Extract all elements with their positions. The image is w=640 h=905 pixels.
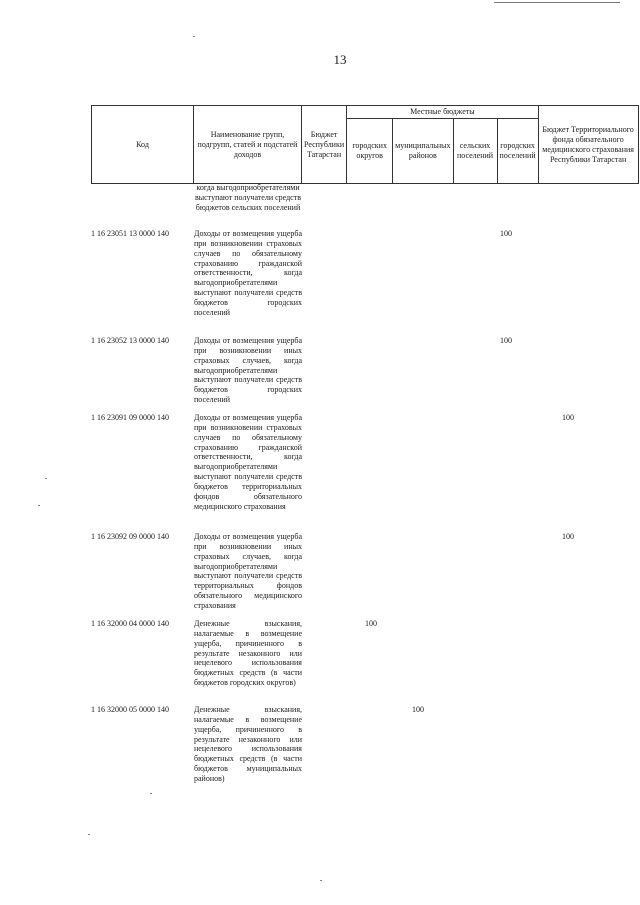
row-code: 1 16 23052 13 0000 140: [91, 336, 169, 345]
continued-name-text: когда выгодоприобретателями выступают получатели средств бюджетов сельских поселений: [194, 183, 302, 212]
header-code: Код: [92, 106, 194, 184]
header-city-districts: городских округов: [347, 119, 393, 184]
row-name: Доходы от возмещения ущерба при возникновении иных страховых случаев, когда выгодоприобретателями выступают получатели средств территориальных фондов обязательного медицинского страхования: [194, 532, 302, 610]
row-value: 100: [562, 413, 574, 422]
row-name: Денежные взыскания, налагаемые в возмещение ущерба, причиненного в результате незаконного или нецелевого использования бюджетных средств (в части бюджетов городских округов): [194, 619, 302, 688]
row-name: Доходы от возмещения ущерба при возникновении иных страховых случаев, когда выгодоприобретателями выступают получатели средств бюджетов городских поселений: [194, 336, 302, 405]
header-municipal-districts: муниципальных районов: [393, 119, 453, 184]
row-value: 100: [500, 229, 512, 238]
header-rt-budget: Бюджет Республики Татарстан: [302, 106, 347, 184]
row-value: 100: [500, 336, 512, 345]
header-tfoms: Бюджет Территориального фонда обязательного медицинского страхования Республики Татарстан: [538, 106, 638, 184]
row-value: 100: [562, 532, 574, 541]
row-code: 1 16 23092 09 0000 140: [91, 532, 169, 541]
scan-speck: [38, 505, 40, 506]
scan-speck: [193, 36, 195, 37]
row-code: 1 16 23091 09 0000 140: [91, 413, 169, 422]
scan-speck: [320, 880, 322, 881]
page-number: 13: [333, 52, 347, 67]
top-edge-rule: [494, 2, 620, 3]
header-local-budgets: Местные бюджеты: [347, 106, 538, 119]
header-urban-settlements: городских поселений: [497, 119, 538, 184]
header-rural-settlements: сельских поселений: [453, 119, 497, 184]
row-name: Денежные взыскания, налагаемые в возмещение ущерба, причиненного в результате незаконного или нецелевого использования бюджетных средств (в части бюджетов муниципальных районов): [194, 705, 302, 783]
table-header: [91, 105, 639, 184]
scan-speck: [88, 834, 90, 835]
scan-speck: [150, 793, 152, 794]
scan-speck: [45, 478, 47, 479]
row-value: 100: [412, 705, 424, 714]
row-code: 1 16 23051 13 0000 140: [91, 229, 169, 238]
header-name: Наименование групп, подгрупп, статей и подстатей доходов: [194, 106, 302, 184]
row-value: 100: [365, 619, 377, 628]
row-name: Доходы от возмещения ущерба при возникновении страховых случаев по обязательному страхованию гражданской ответственности, когда выгодоприобретателями выступают получатели средств бюджетов городских поселений: [194, 229, 302, 317]
row-name: Доходы от возмещения ущерба при возникновении страховых случаев по обязательному страхованию гражданской ответственности, когда выгодоприобретателями выступают получатели средств бюджетов территориальных фондов обязательного медицинского страхования: [194, 413, 302, 511]
row-code: 1 16 32000 04 0000 140: [91, 619, 169, 628]
row-code: 1 16 32000 05 0000 140: [91, 705, 169, 714]
